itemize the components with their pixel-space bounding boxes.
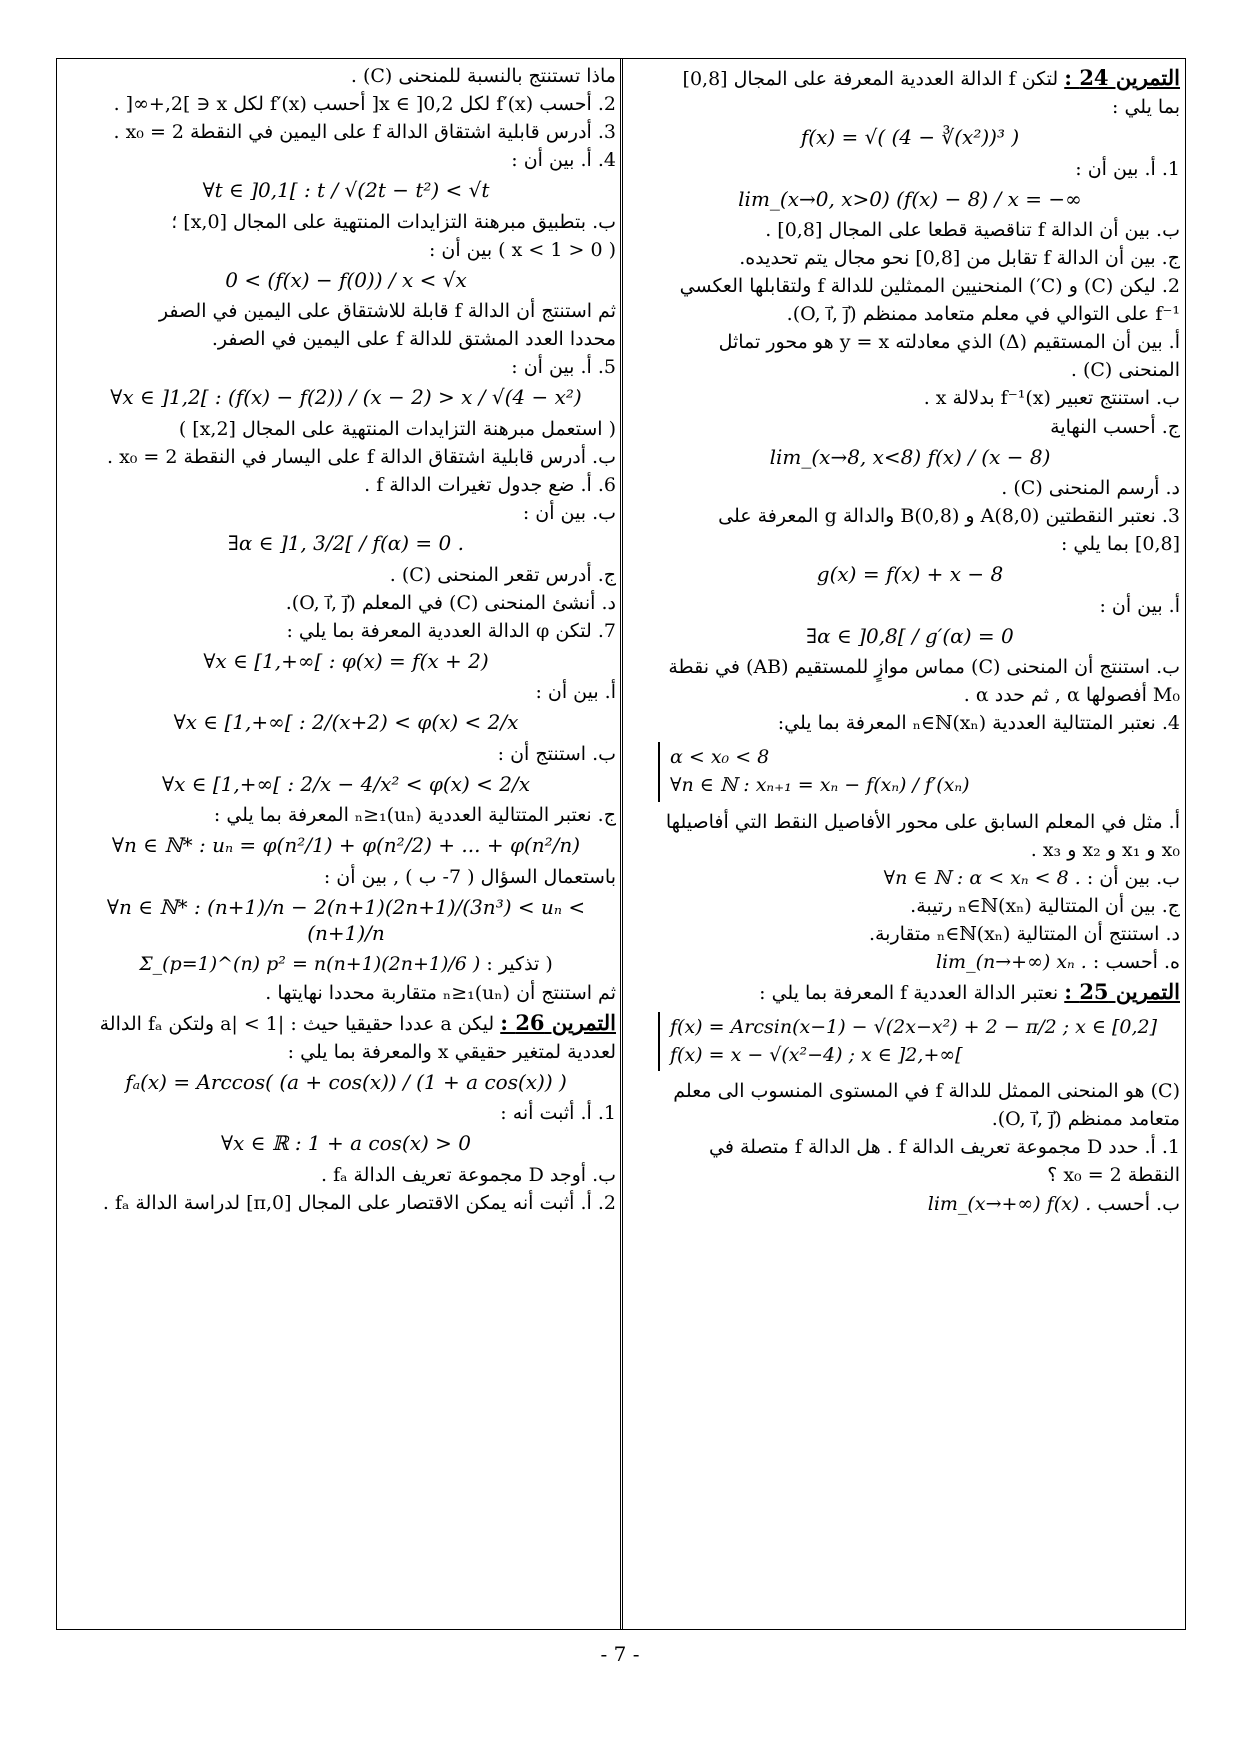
ex25-q7a-text: أ. بين أن : bbox=[535, 681, 616, 704]
exercise-25-header bbox=[640, 978, 1180, 1006]
ex26-q1a-formula: ∀x ∈ ℝ : 1 + a cos(x) > 0 bbox=[220, 1131, 471, 1156]
ex24-q4-system bbox=[640, 742, 1180, 801]
ex25-q4a-text: 4. أ. بين أن : bbox=[511, 149, 616, 172]
ex25-q7c-reminder bbox=[76, 952, 616, 977]
ex25-q7c-conclusion: ثم استنتج أن (uₙ)ₙ≥₁ متقاربة محددا نهايتها . bbox=[265, 981, 616, 1004]
ex24-q4d: د. استنتج أن المتتالية (xₙ)ₙ∈ℕ متقاربة. bbox=[868, 922, 1180, 945]
ex24-q2-cont: f⁻¹ على التوالي في معلم متعامد ممنظم (O, i⃗, j⃗). bbox=[786, 303, 1180, 326]
ex26-q1a-text: 1. أ. أثبت أنه : bbox=[500, 1102, 616, 1125]
ex24-q4b-text: ب. بين أن : bbox=[1086, 866, 1180, 889]
ex24-q1a-text: 1. أ. بين أن : bbox=[1075, 157, 1180, 180]
ex25-q4b-cont-text: ( 0 < x < 1 ) بين أن : bbox=[428, 238, 616, 261]
ex26-def-formula: fₐ(x) = Arccos( (a + cos(x)) / (1 + a cos(x)) ) bbox=[125, 1069, 567, 1094]
ex25-q4b-formula: 0 < (f(x) − f(0)) / x < √x bbox=[225, 267, 467, 292]
ex25-q7a-formula: ∀x ∈ [1,+∞[ : 2/(x+2) < φ(x) < 2/x bbox=[173, 710, 519, 735]
ex25-q1a-cont: النقطة x₀ = 2 ؟ bbox=[1047, 1164, 1180, 1187]
ex24-q4e bbox=[640, 950, 1180, 975]
column-divider bbox=[620, 58, 623, 1630]
ex24-q2c-text: ج. أحسب النهاية bbox=[1050, 415, 1180, 438]
ex24-q3a-formula: ∃α ∈ ]0,8[ / g′(α) = 0 bbox=[806, 623, 1014, 648]
ex25-q7-formula: ∀x ∈ [1,+∞[ : φ(x) = f(x + 2) bbox=[203, 648, 489, 673]
ex25-q4b-cont bbox=[76, 238, 616, 293]
ex25-q4a-formula: ∀t ∈ ]0,1[ : t / √(2t − t²) < √t bbox=[202, 178, 490, 203]
ex25-q7c: ج. نعتبر المتتالية العددية (uₙ)ₙ≥₁ المعرفة بما يلي : bbox=[213, 804, 616, 827]
ex24-def-label: بما يلي : bbox=[1112, 96, 1180, 119]
ex25-system bbox=[640, 1012, 1180, 1071]
ex25-q7c-formula: ∀n ∈ ℕ* : uₙ = φ(n²/1) + φ(n²/2) + ... + φ(n²/n) bbox=[111, 833, 581, 858]
ex25-q6b-text: ب. بين أن : bbox=[522, 502, 616, 525]
ex25-q7: 7. لتكن φ الدالة العددية المعرفة بما يلي : bbox=[286, 619, 616, 642]
ex24-q3b: ب. استنتج أن المنحنى (C) مماس موازٍ للمستقيم (AB) في نقطة bbox=[668, 656, 1180, 679]
ex25-q6b-formula: ∃α ∈ ]1, 3/2[ / f(α) = 0 . bbox=[228, 531, 464, 556]
exercise-26-title: التمرين 26 : bbox=[500, 1009, 616, 1035]
exercise-24-intro: لتكن f الدالة العددية المعرفة على المجال [0,8] bbox=[682, 68, 1059, 90]
ex24-q3: 3. نعتبر النقطتين A(8,0) و B(0,8) والدالة g المعرفة على bbox=[718, 505, 1180, 528]
ex24-q4: 4. نعتبر المتتالية العددية (xₙ)ₙ∈ℕ المعرفة بما يلي: bbox=[777, 712, 1180, 735]
ex25-q7c-cont: باستعمال السؤال ( 7- ب ) , بين أن : bbox=[323, 865, 616, 888]
ex24-q2: 2. ليكن (C) و (C′) المنحنيين الممثلين للدالة f ولتقابلها العكسي bbox=[679, 275, 1180, 298]
ex25-q4a bbox=[76, 148, 616, 203]
ex24-q4a: أ. مثل في المعلم السابق على محور الأفاصيل النقط التي أفاصيلها bbox=[665, 810, 1180, 833]
ex25-system-row2: f(x) = x − √(x²−4) ; x ∈ ]2,+∞[ bbox=[670, 1044, 963, 1067]
ex26-q1b: ب. أوجد D مجموعة تعريف الدالة fₐ . bbox=[320, 1163, 616, 1186]
ex24-def-formula: f(x) = √( (4 − ∛(x²))³ ) bbox=[800, 125, 1020, 150]
ex24-q2a: أ. بين أن المستقيم (Δ) الذي معادلته y = x هو محور تماثل bbox=[718, 331, 1180, 354]
ex25-q7a bbox=[76, 680, 616, 735]
ex25-q3: 3. أدرس قابلية اشتقاق الدالة f على اليمين في النقطة x₀ = 2 . bbox=[113, 121, 616, 144]
ex25-q5a-text: 5. أ. بين أن : bbox=[511, 356, 616, 379]
ex24-q3a-text: أ. بين أن : bbox=[1099, 594, 1180, 617]
ex25-q6c: ج. أدرس تقعر المنحنى (C) . bbox=[389, 563, 616, 586]
ex24-q1a-formula: lim_(x→0, x>0) (f(x) − 8) / x = −∞ bbox=[738, 186, 1082, 211]
ex25-curve: (C) هو المنحنى الممثل للدالة f في المستوى المنسوب الى معلم bbox=[673, 1080, 1180, 1103]
left-column bbox=[76, 64, 616, 1624]
ex25-q5b: ب. أدرس قابلية اشتقاق الدالة f على اليسار في النقطة x₀ = 2 . bbox=[106, 445, 616, 468]
ex24-q2c-formula: lim_(x→8, x<8) f(x) / (x − 8) bbox=[769, 444, 1051, 469]
ex25-q4b: ب. بتطبيق مبرهنة التزايدات المنتهية على المجال [0,x] ؛ bbox=[171, 210, 616, 233]
ex25-reminder-label: ( تذكير : bbox=[486, 953, 553, 976]
ex24-q1c: ج. بين أن الدالة f تقابل من [0,8] نحو مجال يتم تحديده. bbox=[739, 247, 1180, 270]
ex25-q6a: 6. أ. ضع جدول تغيرات الدالة f . bbox=[364, 474, 616, 497]
ex24-q3a bbox=[640, 594, 1180, 649]
ex24-q2b: ب. استنتج تعبير f⁻¹(x) بدلالة x . bbox=[923, 387, 1180, 410]
ex24-q3-formula: g(x) = f(x) + x − 8 bbox=[816, 562, 1004, 587]
ex24-q3b-cont: M₀ أفصولها α , ثم حدد α . bbox=[963, 684, 1180, 707]
ex25-q7b-text: ب. استنتج أن : bbox=[497, 742, 616, 765]
ex24-q4-system-row1: α < x₀ < 8 bbox=[670, 746, 770, 769]
ex24-q4-brace bbox=[658, 742, 970, 801]
ex25-q5-hint: ( استعمل مبرهنة التزايدات المنتهية على المجال [x,2] ) bbox=[178, 417, 616, 440]
exercise-24-title: التمرين 24 : bbox=[1064, 65, 1180, 90]
exercise-26-intro-cont: لعددية لمتغير حقيقي x والمعرفة بما يلي : bbox=[287, 1040, 616, 1063]
ex26-q1a bbox=[76, 1101, 616, 1156]
page-number: - 7 - bbox=[600, 1642, 640, 1666]
ex25-q6d: د. أنشئ المنحنى (C) في المعلم (O, i⃗, j⃗). bbox=[285, 591, 616, 614]
ex26-q2a: 2. أ. أثبت أنه يمكن الاقتصار على المجال [0,π] لدراسة الدالة fₐ . bbox=[102, 1191, 616, 1214]
ex25-q2: 2. أحسب f′(x) لكل x ∈ ]0,2[ أحسب f′(x) لكل x ∈ ]2,+∞[ . bbox=[113, 93, 616, 116]
ex25-curve-cont: متعامد ممنظم (O, i⃗, j⃗). bbox=[991, 1108, 1180, 1131]
ex25-q5a-formula: ∀x ∈ ]1,2[ : (f(x) − f(2)) / (x − 2) > x / √(4 − x²) bbox=[110, 385, 582, 410]
ex25-q7b-formula: ∀x ∈ [1,+∞[ : 2/x − 4/x² < φ(x) < 2/x bbox=[162, 771, 530, 796]
ex24-q4e-formula: lim_(n→+∞) xₙ . bbox=[935, 950, 1087, 973]
exercise-25-intro: نعتبر الدالة العددية f المعرفة بما يلي : bbox=[759, 981, 1059, 1004]
ex24-q2c bbox=[640, 415, 1180, 470]
ex25-brace bbox=[658, 1012, 1157, 1071]
ex25-q7c-inequality: ∀n ∈ ℕ* : (n+1)/n − 2(n+1)(2n+1)/(3n³) < uₙ < (n+1)/n bbox=[106, 894, 586, 946]
ex24-q4e-text: ه. أحسب : bbox=[1092, 950, 1180, 973]
ex24-def-line bbox=[640, 95, 1180, 150]
exercise-26-intro: ليكن a عددا حقيقيا حيث : |a| < 1 ولتكن fₐ الدالة bbox=[99, 1012, 495, 1035]
ex25-q4c-cont: محددا العدد المشتق للدالة f على اليمين في الصفر. bbox=[211, 328, 616, 351]
ex25-curve-conclusion: ماذا تستنتج بالنسبة للمنحنى (C) . bbox=[350, 65, 616, 87]
exercise-24-header bbox=[640, 64, 1180, 92]
right-column bbox=[640, 64, 1180, 1624]
ex25-system-row1: f(x) = Arcsin(x−1) − √(2x−x²) + 2 − π/2 ; x ∈ [0,2] bbox=[670, 1016, 1158, 1039]
ex24-q2a-cont: المنحنى (C) . bbox=[1070, 359, 1180, 382]
ex25-reminder-formula: Σ_(p=1)^(n) p² = n(n+1)(2n+1)/6 ) bbox=[139, 953, 481, 976]
exercise-26-header bbox=[76, 1009, 616, 1037]
ex25-q6b bbox=[76, 501, 616, 556]
ex24-q4c: ج. بين أن المتتالية (xₙ)ₙ∈ℕ رتيبة. bbox=[910, 894, 1180, 917]
ex24-q1a bbox=[640, 157, 1180, 212]
ex25-q1b bbox=[640, 1192, 1180, 1217]
ex24-q1b: ب. بين أن الدالة f تناقصية قطعا على المجال [0,8] . bbox=[765, 219, 1180, 242]
ex25-q5a bbox=[76, 355, 616, 410]
ex24-q4b bbox=[640, 866, 1180, 891]
ex24-q4b-formula: ∀n ∈ ℕ : α < xₙ < 8 . bbox=[883, 866, 1081, 889]
ex25-q4c: ثم استنتج أن الدالة f قابلة للاشتقاق على اليمين في الصفر bbox=[158, 300, 616, 323]
ex25-q1b-text: ب. أحسب bbox=[1097, 1192, 1180, 1215]
ex25-q1a: 1. أ. حدد D مجموعة تعريف الدالة f . هل الدالة f متصلة في bbox=[709, 1136, 1180, 1159]
ex24-q4a-cont: x₀ و x₁ و x₂ و x₃ . bbox=[1030, 838, 1180, 861]
ex24-q3-cont bbox=[640, 532, 1180, 587]
exercise-25-title: التمرين 25 : bbox=[1064, 978, 1180, 1004]
ex25-q1b-formula: lim_(x→+∞) f(x) . bbox=[927, 1192, 1092, 1215]
ex25-q7b bbox=[76, 742, 616, 797]
ex24-q4-system-row2: ∀n ∈ ℕ : xₙ₊₁ = xₙ − f(xₙ) / f′(xₙ) bbox=[670, 774, 970, 797]
ex24-q2d: د. أرسم المنحنى (C) . bbox=[1001, 477, 1180, 500]
ex24-q3-domain: [0,8] بما يلي : bbox=[1060, 533, 1180, 556]
